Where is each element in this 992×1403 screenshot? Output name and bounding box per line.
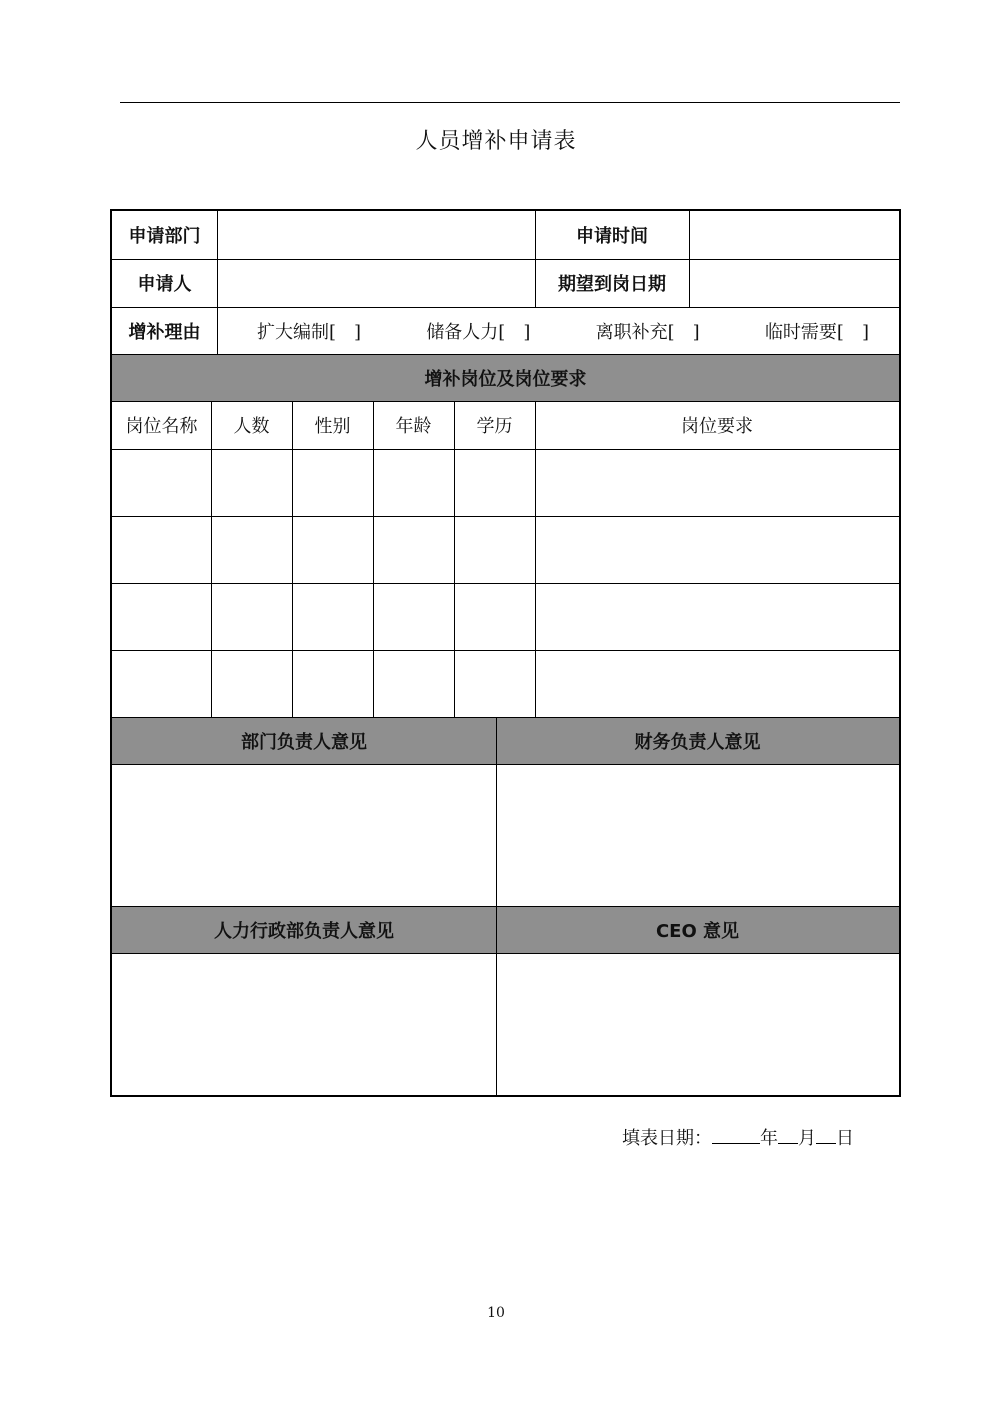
grid-line bbox=[689, 211, 690, 307]
grid-line bbox=[535, 211, 536, 307]
grid-line bbox=[112, 717, 899, 718]
dept-head-opinion-label: 部门负责人意见 bbox=[241, 731, 367, 753]
dept-head-opinion-field[interactable] bbox=[112, 764, 496, 906]
grid-line bbox=[373, 401, 374, 717]
grid-line bbox=[496, 717, 497, 1095]
day-label: 日 bbox=[836, 1128, 854, 1149]
col-education: 学历 bbox=[476, 416, 513, 437]
applicant-label: 申请人 bbox=[137, 274, 192, 295]
expected-date-field[interactable] bbox=[689, 259, 899, 307]
positions-section-header bbox=[112, 354, 899, 401]
opinion-headers-2 bbox=[112, 906, 899, 953]
reason-option-reserve[interactable]: 储备人力[ ] bbox=[426, 321, 531, 343]
grid-line bbox=[217, 211, 218, 354]
grid-line bbox=[112, 906, 899, 907]
department-field[interactable] bbox=[217, 211, 535, 259]
col-age: 年龄 bbox=[395, 416, 432, 437]
col-headcount: 人数 bbox=[233, 416, 270, 437]
fill-date-label: 填表日期： bbox=[622, 1128, 712, 1149]
grid-line bbox=[112, 449, 899, 450]
grid-line bbox=[535, 401, 536, 717]
grid-line bbox=[211, 401, 212, 717]
applicant-field[interactable] bbox=[217, 259, 535, 307]
grid-line bbox=[112, 953, 899, 954]
hr-admin-opinion-field[interactable] bbox=[112, 953, 496, 1095]
reason-option-expand[interactable]: 扩大编制[ ] bbox=[257, 321, 362, 343]
application-form bbox=[110, 209, 901, 1097]
opinion-fields-2 bbox=[112, 953, 899, 1095]
department-label: 申请部门 bbox=[128, 226, 201, 247]
grid-line bbox=[454, 401, 455, 717]
grid-line bbox=[112, 354, 899, 355]
grid-line bbox=[292, 401, 293, 717]
apply-time-field[interactable] bbox=[689, 211, 899, 259]
hr-admin-opinion-label: 人力行政部负责人意见 bbox=[214, 920, 394, 942]
col-requirements: 岗位要求 bbox=[681, 416, 753, 437]
row-reason bbox=[112, 307, 899, 354]
year-blank[interactable] bbox=[712, 1127, 760, 1144]
grid-line bbox=[112, 401, 899, 402]
grid-line bbox=[112, 583, 899, 584]
finance-head-opinion-field[interactable] bbox=[496, 764, 899, 906]
grid-line bbox=[112, 516, 899, 517]
grid-line bbox=[112, 650, 899, 651]
row-applicant bbox=[112, 259, 899, 307]
month-blank[interactable] bbox=[778, 1127, 798, 1144]
page-number: 10 bbox=[487, 1305, 505, 1321]
reason-option-temporary[interactable]: 临时需要[ ] bbox=[764, 321, 869, 343]
table-row[interactable] bbox=[112, 650, 899, 717]
ceo-opinion-field[interactable] bbox=[496, 953, 899, 1095]
table-row[interactable] bbox=[112, 516, 899, 583]
table-row[interactable] bbox=[112, 583, 899, 650]
ceo-opinion-label: CEO 意见 bbox=[655, 920, 740, 942]
day-blank[interactable] bbox=[816, 1127, 836, 1144]
reason-options bbox=[257, 307, 889, 354]
finance-head-opinion-label: 财务负责人意见 bbox=[634, 731, 761, 753]
reason-option-replacement[interactable]: 离职补充[ ] bbox=[595, 321, 700, 343]
grid-line bbox=[112, 764, 899, 765]
table-row[interactable] bbox=[112, 449, 899, 516]
grid-line bbox=[112, 307, 899, 308]
month-label: 月 bbox=[798, 1128, 816, 1149]
fill-date bbox=[622, 1124, 854, 1150]
row-department bbox=[112, 211, 899, 259]
year-label: 年 bbox=[760, 1128, 778, 1149]
positions-section-title: 增补岗位及岗位要求 bbox=[424, 368, 587, 390]
opinion-headers-1 bbox=[112, 717, 899, 764]
col-position-name: 岗位名称 bbox=[125, 416, 198, 437]
page-title: 人员增补申请表 bbox=[415, 129, 577, 154]
grid-line bbox=[112, 259, 899, 260]
positions-column-headers bbox=[112, 401, 899, 449]
apply-time-label: 申请时间 bbox=[576, 226, 648, 247]
opinion-fields-1 bbox=[112, 764, 899, 906]
header-rule bbox=[120, 102, 900, 103]
reason-label: 增补理由 bbox=[128, 321, 201, 343]
col-gender: 性别 bbox=[314, 416, 351, 437]
expected-date-label: 期望到岗日期 bbox=[558, 274, 666, 295]
